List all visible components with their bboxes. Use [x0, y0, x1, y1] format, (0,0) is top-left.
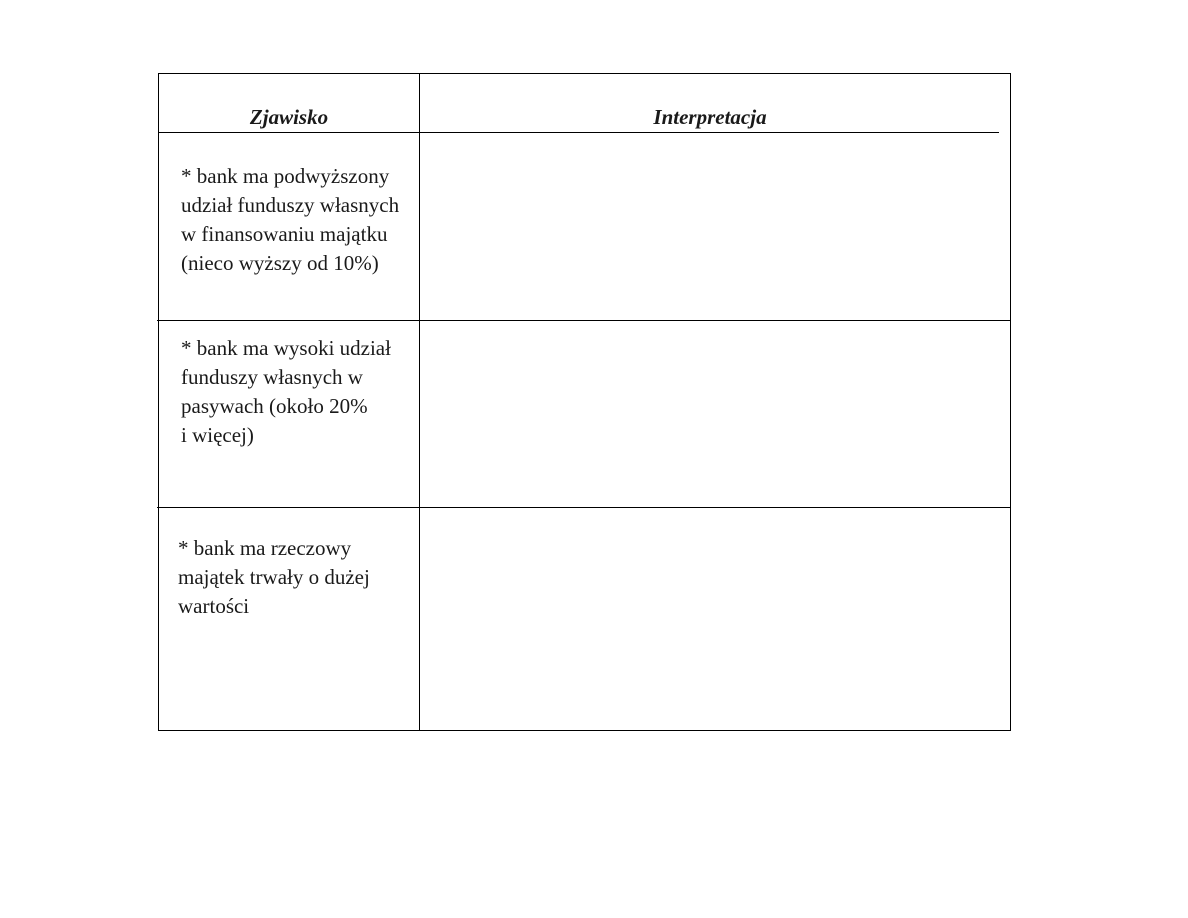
row-1-interpretation	[420, 133, 1010, 320]
row-1-phenomenon: * bank ma podwyższony udział funduszy własnych w finansowaniu majątku (nieco wyższy od 10%)	[181, 164, 400, 275]
phenomenon-interpretation-table	[158, 73, 1011, 731]
header-interpretation: Interpretacja	[653, 105, 767, 129]
row-3-phenomenon: * bank ma rzeczowy majątek trwały o dużej wartości	[178, 536, 370, 618]
row-2-phenomenon: * bank ma wysoki udział funduszy własnych w pasywach (około 20% i więcej)	[181, 336, 391, 447]
row-2-interpretation	[420, 321, 1010, 507]
row-3-interpretation	[420, 508, 1010, 730]
header-phenomenon: Zjawisko	[249, 105, 329, 129]
